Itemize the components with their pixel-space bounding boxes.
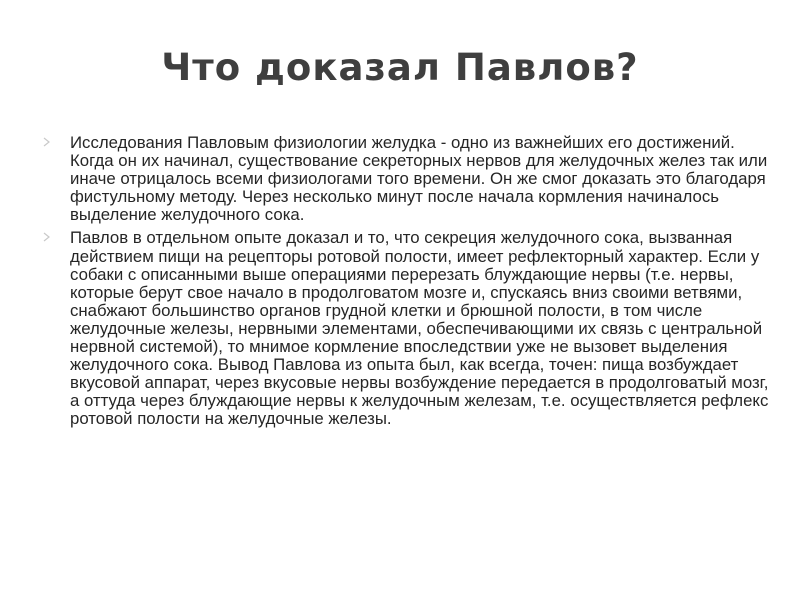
- bullet-list: [40, 134, 775, 434]
- bullet-item: [40, 134, 775, 224]
- bullet-marker-icon: [43, 137, 50, 147]
- bullet-text: Исследования Павловым физиологии желудка - одно из важнейших его достижений. Когда он их начинал, существование секреторных нервов для желудочных желез так или иначе отрицалось всеми физиологами того времени. Он же смог доказать это благодаря фистульному методу. Через несколько минут после начала кормления начиналось выделение желудочного сока.: [70, 133, 768, 225]
- slide-title: Что доказал Павлов?: [161, 46, 639, 89]
- bullet-marker-icon: [43, 232, 50, 242]
- bullet-item: [40, 229, 775, 428]
- bullet-text: Павлов в отдельном опыте доказал и то, что секреция желудочного сока, вызванная действием пищи на рецепторы ротовой полости, имеет рефлекторный характер. Если у собаки с описанными выше операциями перерезать блуждающие нервы (т.е. нервы, которые берут свое начало в продолговатом мозге и, спускаясь вниз своими ветвями, снабжают большинство органов грудной клетки и брюшной полости, в том числе желудочные железы, нервными элементами, обеспечивающими их связь с центральной нервной системой), то мнимое кормление впоследствии уже не вызовет выделения желудочного сока. Вывод Павлова из опыта был, как всегда, точен: пища возбуждает вкусовой аппарат, через вкусовые нервы возбуждение передается в продолговатый мозг, а оттуда через блуждающие нервы к желудочным железам, т.е. осуществляется рефлекс ротовой полости на желудочные железы.: [70, 228, 769, 429]
